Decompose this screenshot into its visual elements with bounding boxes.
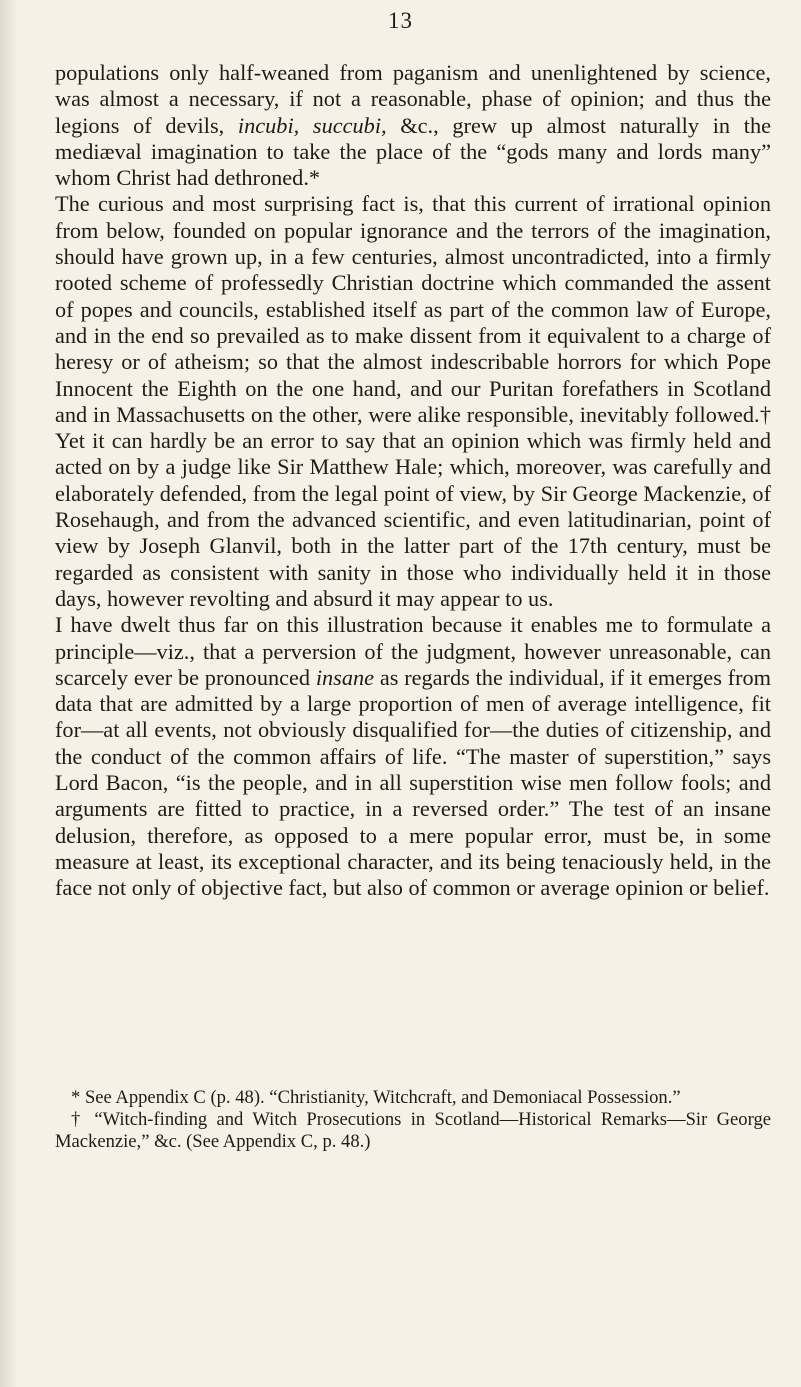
text-run: I have dwelt thus far on this illustration because it enables me to formulate a principle—viz., that a perversion of the judgment, however unreasonable, can scarcely ever be pronounced [55,612,771,690]
body-text [55,60,771,902]
paragraph-3 [55,612,771,901]
text-run: The curious and most surprising fact is, that this current of irrational opinion from below, founded on popular ignorance and the terrors of the imagination, should have grown up, in a few centuries, almost uncontradicted, into a firmly rooted scheme of professedly Christian doctrine which commanded the assent of popes and councils, established itself as part of the common law of Europe, and in the end so prevailed as to make dissent from it equivalent to a charge of heresy or of atheism; so that the almost indescribable horrors for which Pope Innocent the Eighth on the one hand, and our Puritan forefathers in Scotland and in Massachusetts on the other, were alike responsible, inevitably followed.† Yet it can hardly be an error to say that an opinion which was firmly held and acted on by a judge like Sir Matthew Hale; which, moreover, was carefully and elaborately defended, from the legal point of view, by Sir George Mackenzie, of Rosehaugh, and from the advanced scientific, and even latitudinarian, point of view by Joseph Glanvil, both in the latter part of the 17th century, must be regarded as consistent with sanity in those who individually held it in those days, however revolting and absurd it may appear to us. [55,191,771,611]
text-run: as regards the individual, if it emerges from data that are admitted by a large proportion of men of average intelligence, fit for—at all events, not obviously disqualified for—the duties of citizenship, and the conduct of the common affairs of life. “The master of superstition,” says Lord Bacon, “is the people, and in all superstition wise men follow fools; and arguments are fitted to practice, in a reversed order.” The test of an insane delusion, therefore, as opposed to a mere popular error, must be, in some measure at least, its exceptional character, and its being tenaciously held, in the face not only of objective fact, but also of common or average opinion or belief. [55,664,771,901]
italic-text-run: incubi, succubi, [237,112,387,138]
page-number: 13 [388,8,413,33]
footnote-1: * See Appendix C (p. 48). “Christianity, Witchcraft, and Demoniacal Possession.” [71,1087,681,1108]
page-edge-shadow [0,0,18,1387]
footnotes [55,1087,771,1153]
italic-text-run: insane [315,664,375,690]
text-run: &c., grew up almost naturally in the mediæval imagination to take the place of the “gods many and lords many” whom Christ had dethroned.* [55,112,771,191]
text-run: populations only half-weaned from paganism and unenlightened by science, was almost a necessary, if not a reasonable, phase of opinion; and thus the legions of devils, [55,60,771,138]
paragraph-2 [55,191,771,612]
paragraph-1 [55,60,771,191]
footnote-2: † “Witch-finding and Witch Prosecutions in Scotland—Historical Remarks—Sir George Mackenzie,” &c. (See Appendix C, p. 48.) [55,1109,771,1152]
